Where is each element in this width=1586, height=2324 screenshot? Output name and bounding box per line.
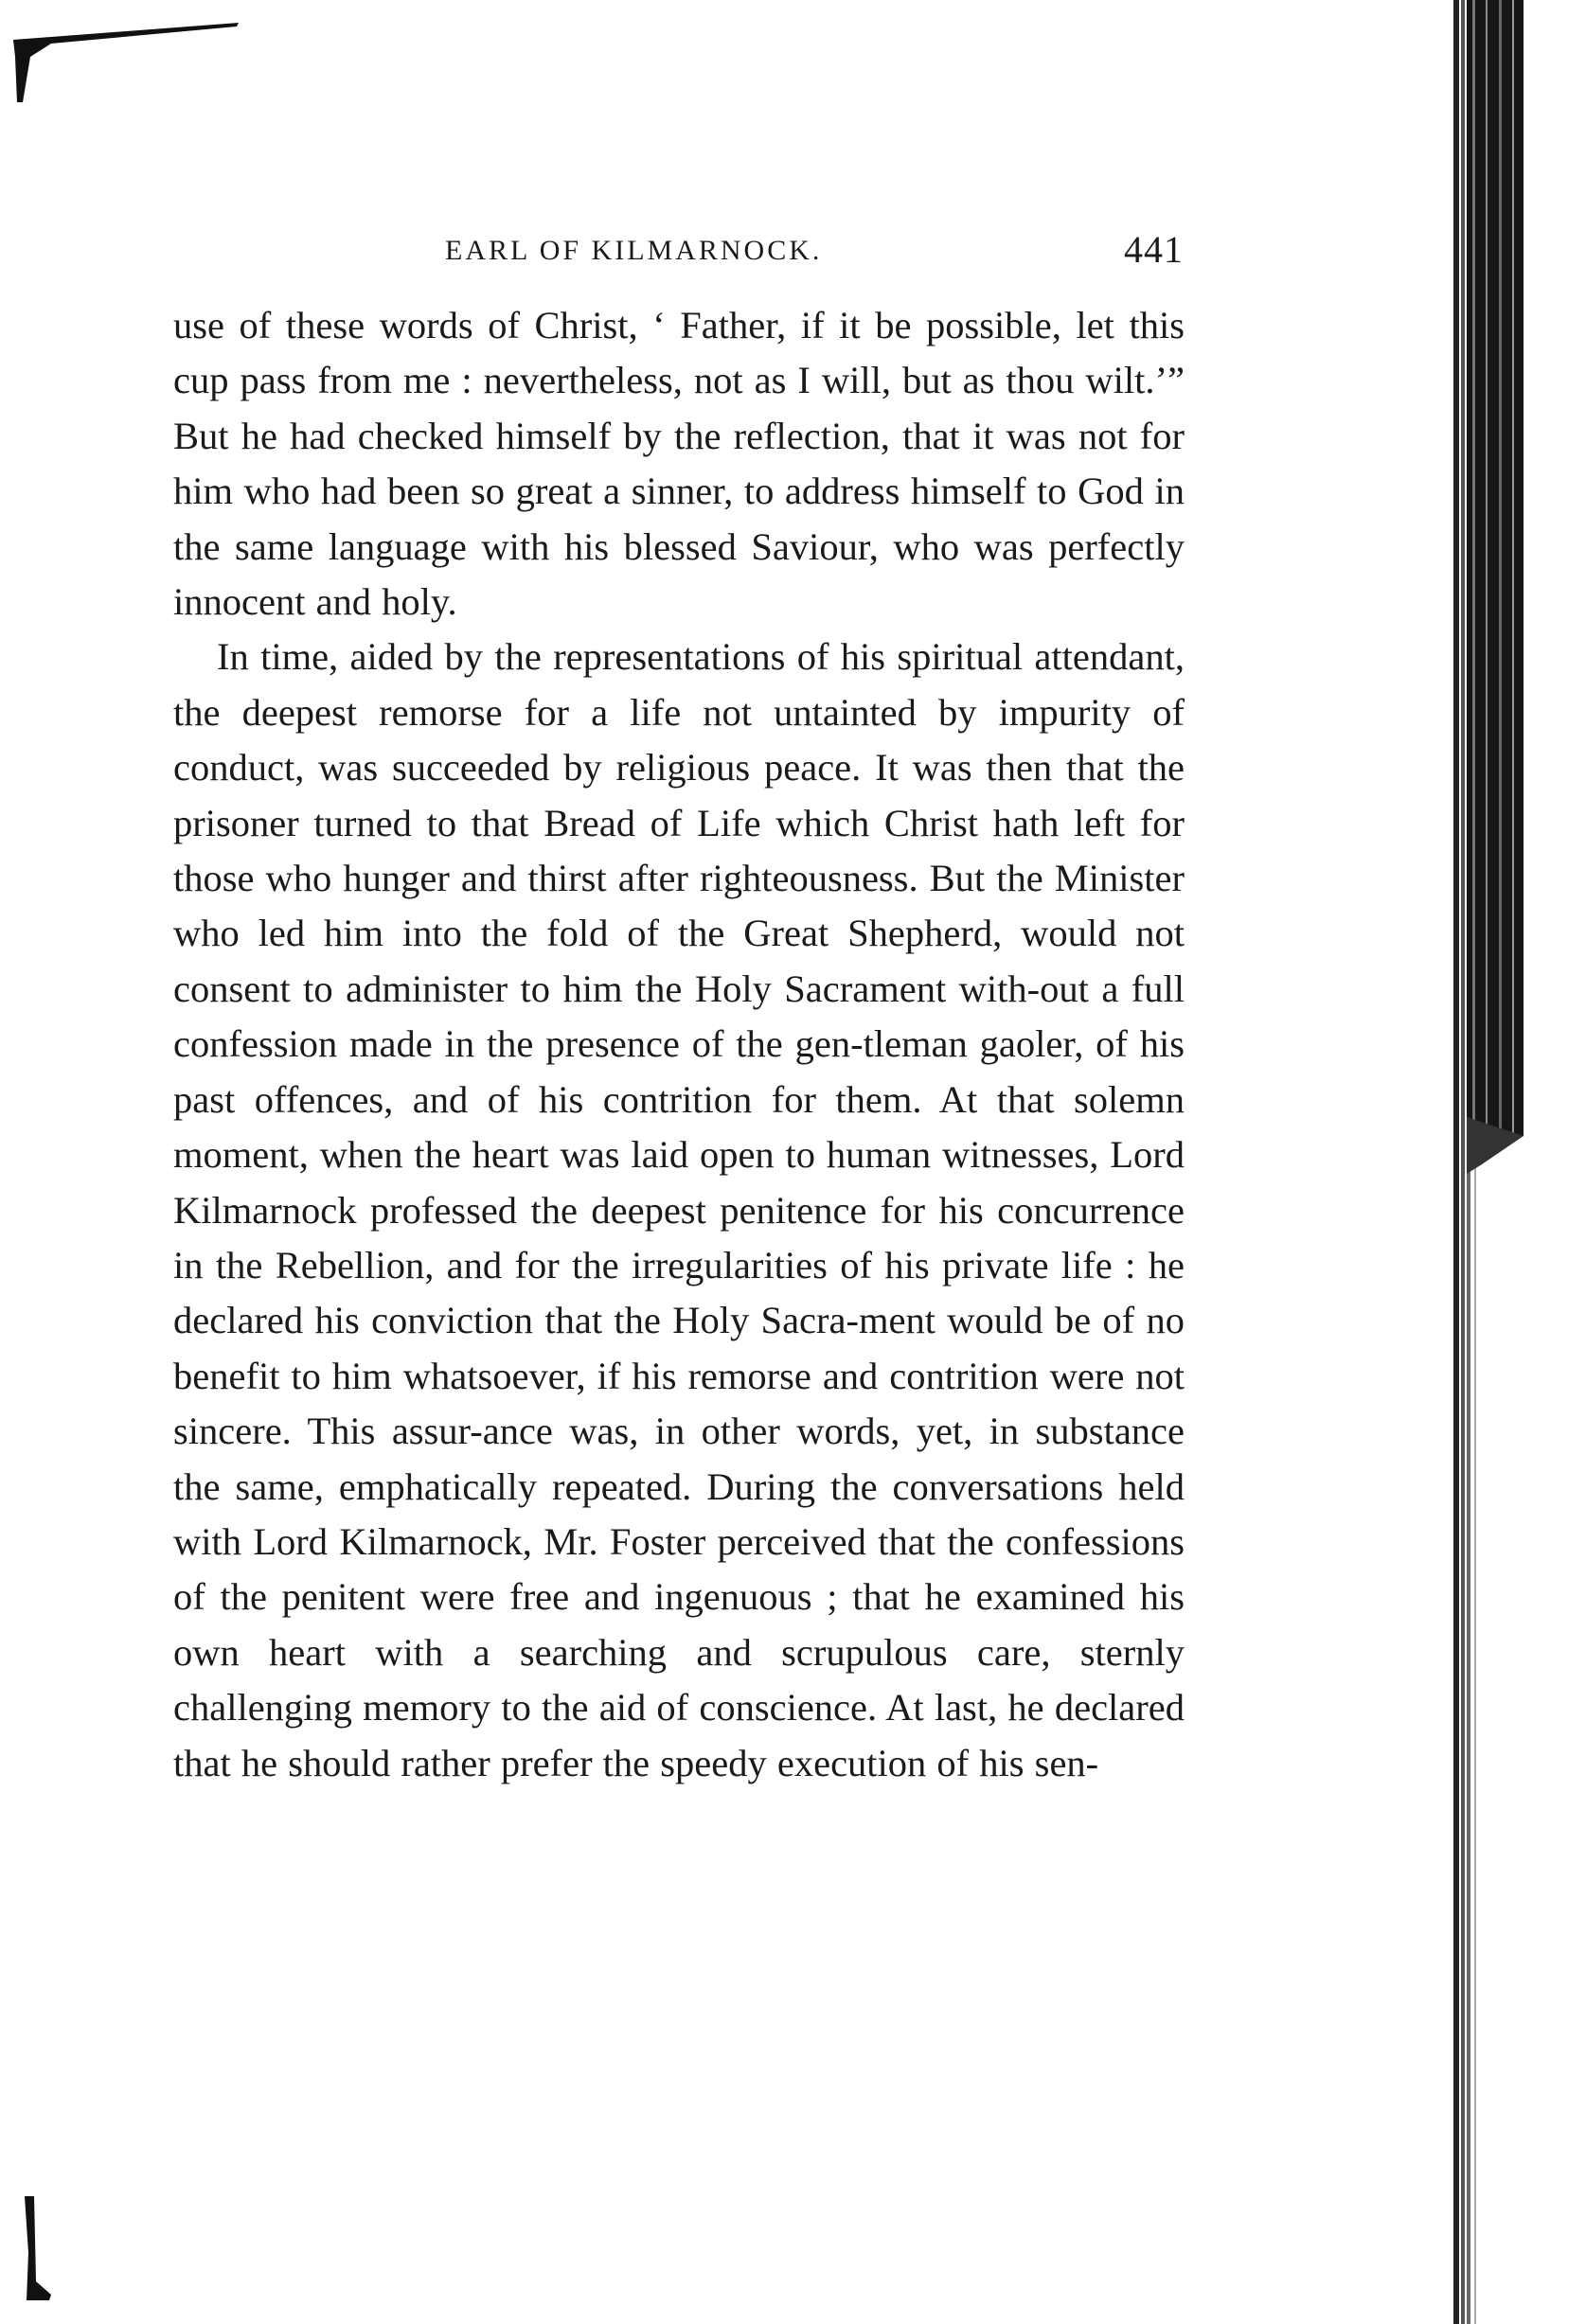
paragraph-continued: use of these words of Christ, ‘ Father, if it be possible, let this cup pass from me : nevertheless, not as I will, but as thou wilt.’” But he had checked himself by the reflection, that it was not for him who had been so great a sinner, to address himself to God in the same language with his blessed Saviour, who was perfectly innocent and holy. (173, 304, 1185, 624)
scan-edge-mark (21, 2196, 53, 2300)
running-title: EARL OF KILMARNOCK. (445, 235, 823, 266)
scan-corner-mark (13, 19, 241, 104)
body-text (173, 298, 1185, 1791)
page-number: 441 (1124, 228, 1184, 271)
paragraph-in-time: In time, aided by the representations of his spiritual attendant, the deepest remorse for a life not untainted by impurity of conduct, was succeeded by religious peace. It was then that the prisoner turned to that Bread of Life which Christ hath left for those who hunger and thirst after righteousness. But the Minister who led him into the fold of the Great Shepherd, would not consent to administer to him the Holy Sacrament with-out a full confession made in the presence of the gen-tleman gaoler, of his past offences, and of his contrition for them. At that solemn moment, when the heart was laid open to human witnesses, Lord Kilmarnock professed the deepest penitence for his concurrence in the Rebellion, and for the irregularities of his private life : he declared his conviction that the Holy Sacra-ment would be of no benefit to him whatsoever, if his remorse and contrition were not sincere. This assur-ance was, in other words, yet, in substance the same, emphatically repeated. During the conversations held with Lord Kilmarnock, Mr. Foster perceived that the confessions of the penitent were free and ingenuous ; that he examined his own heart with a searching and scrupulous care, sternly challenging memory to the aid of conscience. At last, he declared that he should rather prefer the speedy execution of his sen- (173, 635, 1185, 1784)
book-spine-shadow (1453, 0, 1539, 2324)
running-head (170, 227, 1184, 284)
